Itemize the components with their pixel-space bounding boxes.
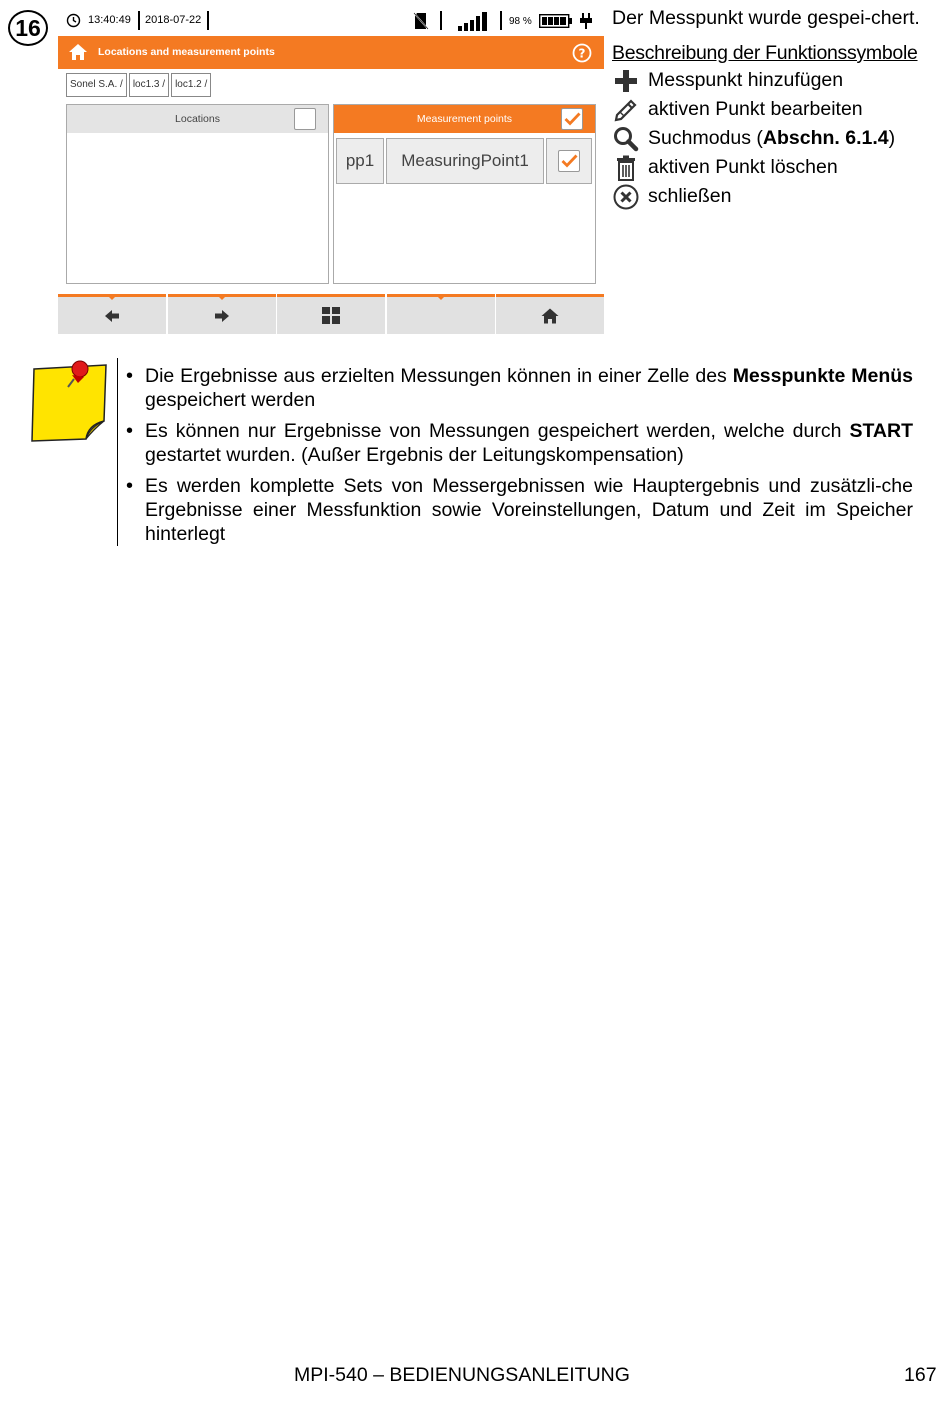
screen-title: Locations and measurement points	[98, 46, 275, 58]
legend-text-pre: Suchmodus (	[648, 127, 763, 149]
home-icon[interactable]	[68, 43, 88, 61]
locations-select-all-checkbox[interactable]	[294, 108, 316, 130]
plus-icon	[612, 67, 640, 95]
locations-panel	[66, 104, 329, 284]
close-icon	[612, 183, 640, 211]
grid-icon	[322, 307, 340, 324]
saved-confirmation-text: Der Messpunkt wurde gespei-chert.	[612, 7, 920, 29]
note-text: Die Ergebnisse aus erzielten Messungen können in einer Zelle des	[145, 365, 733, 387]
breadcrumb-item[interactable]: loc1.3 /	[129, 73, 169, 97]
status-divider	[207, 11, 209, 30]
tab-notch	[437, 296, 445, 300]
home-icon	[541, 308, 559, 324]
battery-icon	[539, 14, 573, 28]
description-block	[612, 6, 928, 211]
locations-panel-header	[67, 105, 328, 133]
help-icon[interactable]	[572, 43, 592, 63]
measurement-point-row[interactable]	[336, 138, 594, 184]
status-divider	[138, 11, 140, 30]
screen-header	[58, 36, 604, 69]
battery-percent: 98 %	[509, 16, 532, 27]
pencil-icon	[612, 96, 640, 124]
legend-text: Messpunkt hinzufügen	[648, 69, 844, 91]
legend-text: aktiven Punkt bearbeiten	[648, 98, 863, 120]
legend-text	[648, 126, 895, 151]
checkbox-box	[558, 150, 580, 172]
back-button[interactable]	[58, 294, 166, 334]
notes-list	[126, 364, 913, 553]
measurement-points-panel-title: Measurement points	[416, 113, 513, 125]
note-text: Es werden komplette Sets von Messergebnissen wie Hauptergebnis und zusätzli-che Ergebnisse einer Messfunktion sowie Voreinstellungen, Datum und Zeit im Speicher hinterlegt	[145, 475, 913, 545]
empty-button[interactable]	[387, 294, 495, 334]
note-emphasis: Messpunkte Menüs	[732, 365, 914, 387]
note-item	[126, 419, 913, 467]
manual-title: MPI-540 – BEDIENUNGSANLEITUNG	[294, 1364, 630, 1386]
arrow-right-icon	[214, 309, 230, 323]
search-icon	[612, 125, 640, 153]
legend-item-search	[612, 124, 928, 153]
bottom-toolbar	[58, 294, 604, 334]
note-item	[126, 364, 913, 412]
note-emphasis: START	[849, 420, 913, 442]
breadcrumb-item[interactable]: Sonel S.A. /	[66, 73, 127, 97]
page-number: 167	[904, 1364, 937, 1386]
clock-icon	[66, 13, 81, 28]
legend-item-edit	[612, 95, 928, 124]
trash-icon	[612, 154, 640, 182]
measurement-point-name[interactable]: MeasuringPoint1	[386, 138, 544, 184]
sd-card-missing-icon	[413, 12, 429, 30]
status-bar	[58, 8, 604, 34]
checkmark-icon	[561, 154, 578, 168]
measurement-point-code[interactable]: pp1	[336, 138, 384, 184]
menu-grid-button[interactable]	[277, 294, 385, 334]
svg-text:?: ?	[578, 46, 586, 61]
plug-icon	[579, 12, 593, 30]
sticky-note-icon	[28, 355, 110, 445]
section-reference: Abschn. 6.1.4	[762, 127, 889, 149]
arrow-left-icon	[104, 309, 120, 323]
tab-notch	[218, 296, 226, 300]
note-text: gespeichert werden	[145, 389, 316, 411]
locations-panel-title: Locations	[175, 113, 220, 125]
status-divider	[500, 11, 502, 30]
measurement-points-panel-header	[334, 105, 595, 133]
tab-notch	[108, 296, 116, 300]
measurement-points-select-all-checkbox[interactable]	[561, 108, 583, 130]
forward-button[interactable]	[168, 294, 276, 334]
note-text: Es können nur Ergebnisse von Messungen gespeichert werden, welche durch	[145, 420, 850, 442]
legend-item-add	[612, 66, 928, 95]
status-date: 2018-07-22	[145, 14, 202, 26]
measurement-points-panel	[333, 104, 596, 284]
note-item	[126, 474, 913, 546]
step-number-badge: 16	[8, 10, 48, 46]
signal-strength-icon	[458, 10, 492, 32]
measurement-point-checkbox[interactable]	[546, 138, 592, 184]
legend-item-delete	[612, 153, 928, 182]
status-divider	[440, 11, 442, 30]
device-screenshot	[58, 8, 604, 334]
breadcrumb-item[interactable]: loc1.2 /	[171, 73, 211, 97]
legend-title: Beschreibung der Funktionssymbole	[612, 42, 918, 64]
checkmark-icon	[564, 112, 581, 126]
note-text: gestartet wurden. (Außer Ergebnis der Leitungskompensation)	[145, 444, 684, 466]
home-button[interactable]	[496, 294, 604, 334]
legend-text: aktiven Punkt löschen	[648, 156, 838, 178]
breadcrumb	[66, 73, 213, 97]
legend-text-post: )	[888, 127, 896, 149]
note-divider	[117, 358, 118, 546]
legend-item-close	[612, 182, 928, 211]
legend-text: schließen	[648, 185, 732, 207]
status-time: 13:40:49	[88, 14, 131, 26]
